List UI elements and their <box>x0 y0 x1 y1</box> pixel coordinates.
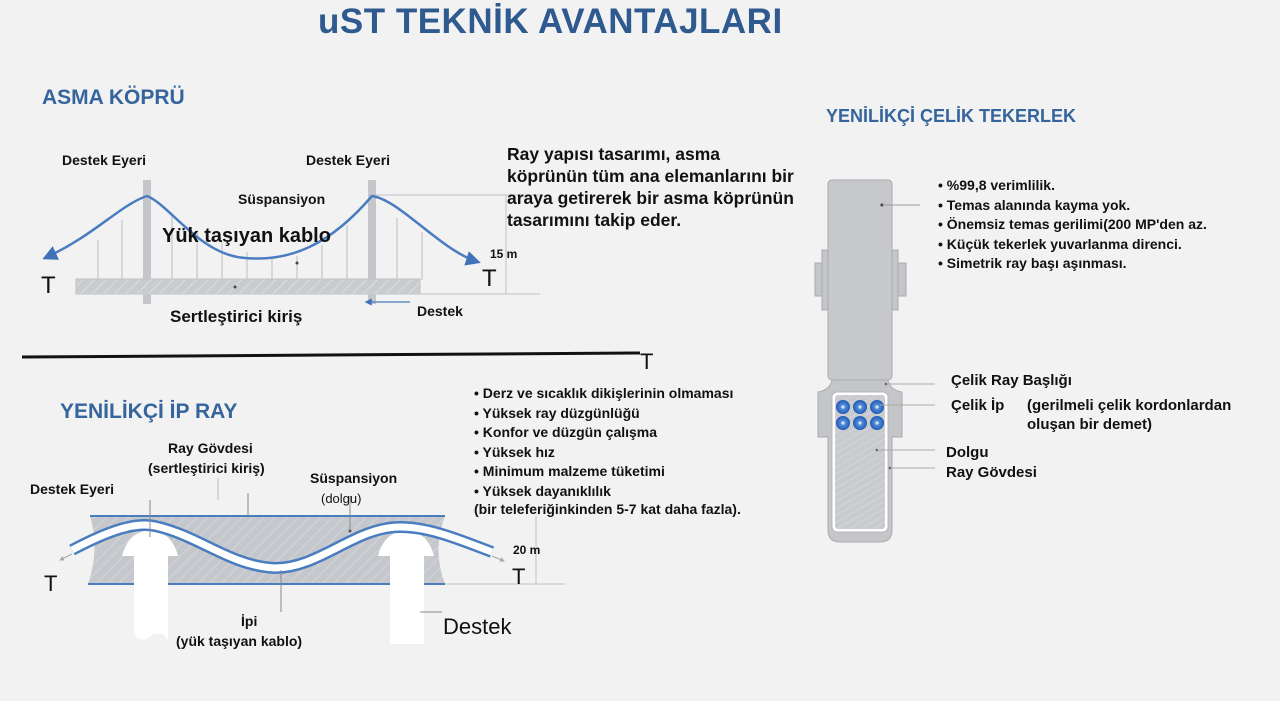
label-rail-body: Ray Gövdesi <box>168 440 253 456</box>
label-tension-right: T <box>482 265 497 292</box>
advantage-item: • Yüksek dayanıklılık <box>474 482 733 502</box>
wheel-advantage-item: • Önemsiz temas gerilimi(200 MP'den az. <box>938 215 1207 235</box>
suspension-bridge-description: Ray yapısı tasarımı, asma köprünün tüm ana elemanlarını bir araya getirerek bir asma köprünün tasarımını takip eder. <box>507 144 794 230</box>
advantage-item: • Yüksek ray düzgünlüğü <box>474 404 733 424</box>
string-rail-heading: YENİLİKÇİ İP RAY <box>60 400 238 423</box>
steel-wheel-advantages <box>938 176 1207 274</box>
suspension-bridge-heading: ASMA KÖPRÜ <box>42 86 185 109</box>
label-rail-body-sub: (sertleştirici kiriş) <box>148 460 265 476</box>
label-filler: Dolgu <box>946 444 989 461</box>
label-string-suspension-sub: (dolgu) <box>321 491 362 506</box>
label-wheel-rail-body: Ray Gövdesi <box>946 464 1037 481</box>
steel-wheel-leaders <box>880 200 940 480</box>
advantage-item: • Konfor ve düzgün çalışma <box>474 423 733 443</box>
label-height: 15 m <box>490 247 518 261</box>
label-steel-string-desc-2: oluşan bir demet) <box>1027 416 1153 433</box>
label-string-saddle: Destek Eyeri <box>30 481 115 497</box>
divider-end-label: T <box>640 349 654 374</box>
advantage-item: • Derz ve sıcaklık dikişlerinin olmaması <box>474 384 733 404</box>
label-string-sub: (yük taşıyan kablo) <box>176 633 303 649</box>
label-rail-head: Çelik Ray Başlığı <box>951 372 1072 389</box>
filler <box>835 395 885 529</box>
wheel-advantage-item: • Temas alanında kayma yok. <box>938 196 1207 216</box>
label-saddle-left: Destek Eyeri <box>62 152 147 168</box>
label-steel-string-desc-1: (gerilmeli çelik kordonlardan <box>1027 397 1232 414</box>
label-steel-string: Çelik İp <box>951 397 1005 414</box>
stiffening-girder <box>76 279 420 294</box>
steel-wheel-heading: YENİLİKÇİ ÇELİK TEKERLEK <box>826 106 1077 126</box>
label-string-support: Destek <box>443 614 512 639</box>
label-support: Destek <box>417 303 463 319</box>
label-string-tension-left: T <box>44 571 58 596</box>
label-saddle-right: Destek Eyeri <box>306 152 391 168</box>
label-suspension: Süspansiyon <box>238 191 326 207</box>
support-right <box>378 530 434 644</box>
advantage-item: • Yüksek hız <box>474 443 733 463</box>
section-divider <box>0 340 680 380</box>
label-tension-left: T <box>41 272 56 299</box>
label-string-suspension: Süspansiyon <box>310 470 398 486</box>
label-main-cable: Yük taşıyan kablo <box>162 225 331 247</box>
advantage-item: • Minimum malzeme tüketimi <box>474 462 733 482</box>
wheel-advantage-item: • %99,8 verimlilik. <box>938 176 1207 196</box>
label-string-height: 20 m <box>513 543 541 557</box>
string-rail-advantages <box>474 384 733 501</box>
label-string-tension-right: T <box>512 564 526 589</box>
label-string: İpi <box>241 613 258 629</box>
page-title: uST TEKNİK AVANTAJLARI <box>318 2 783 41</box>
wheel-advantage-item: • Simetrik ray başı aşınması. <box>938 254 1207 274</box>
advantages-note: (bir teleferiğinkinden 5-7 kat daha fazla). <box>474 501 741 517</box>
label-stiffening-girder: Sertleştirici kiriş <box>170 307 303 326</box>
wheel-advantage-item: • Küçük tekerlek yuvarlanma direnci. <box>938 235 1207 255</box>
